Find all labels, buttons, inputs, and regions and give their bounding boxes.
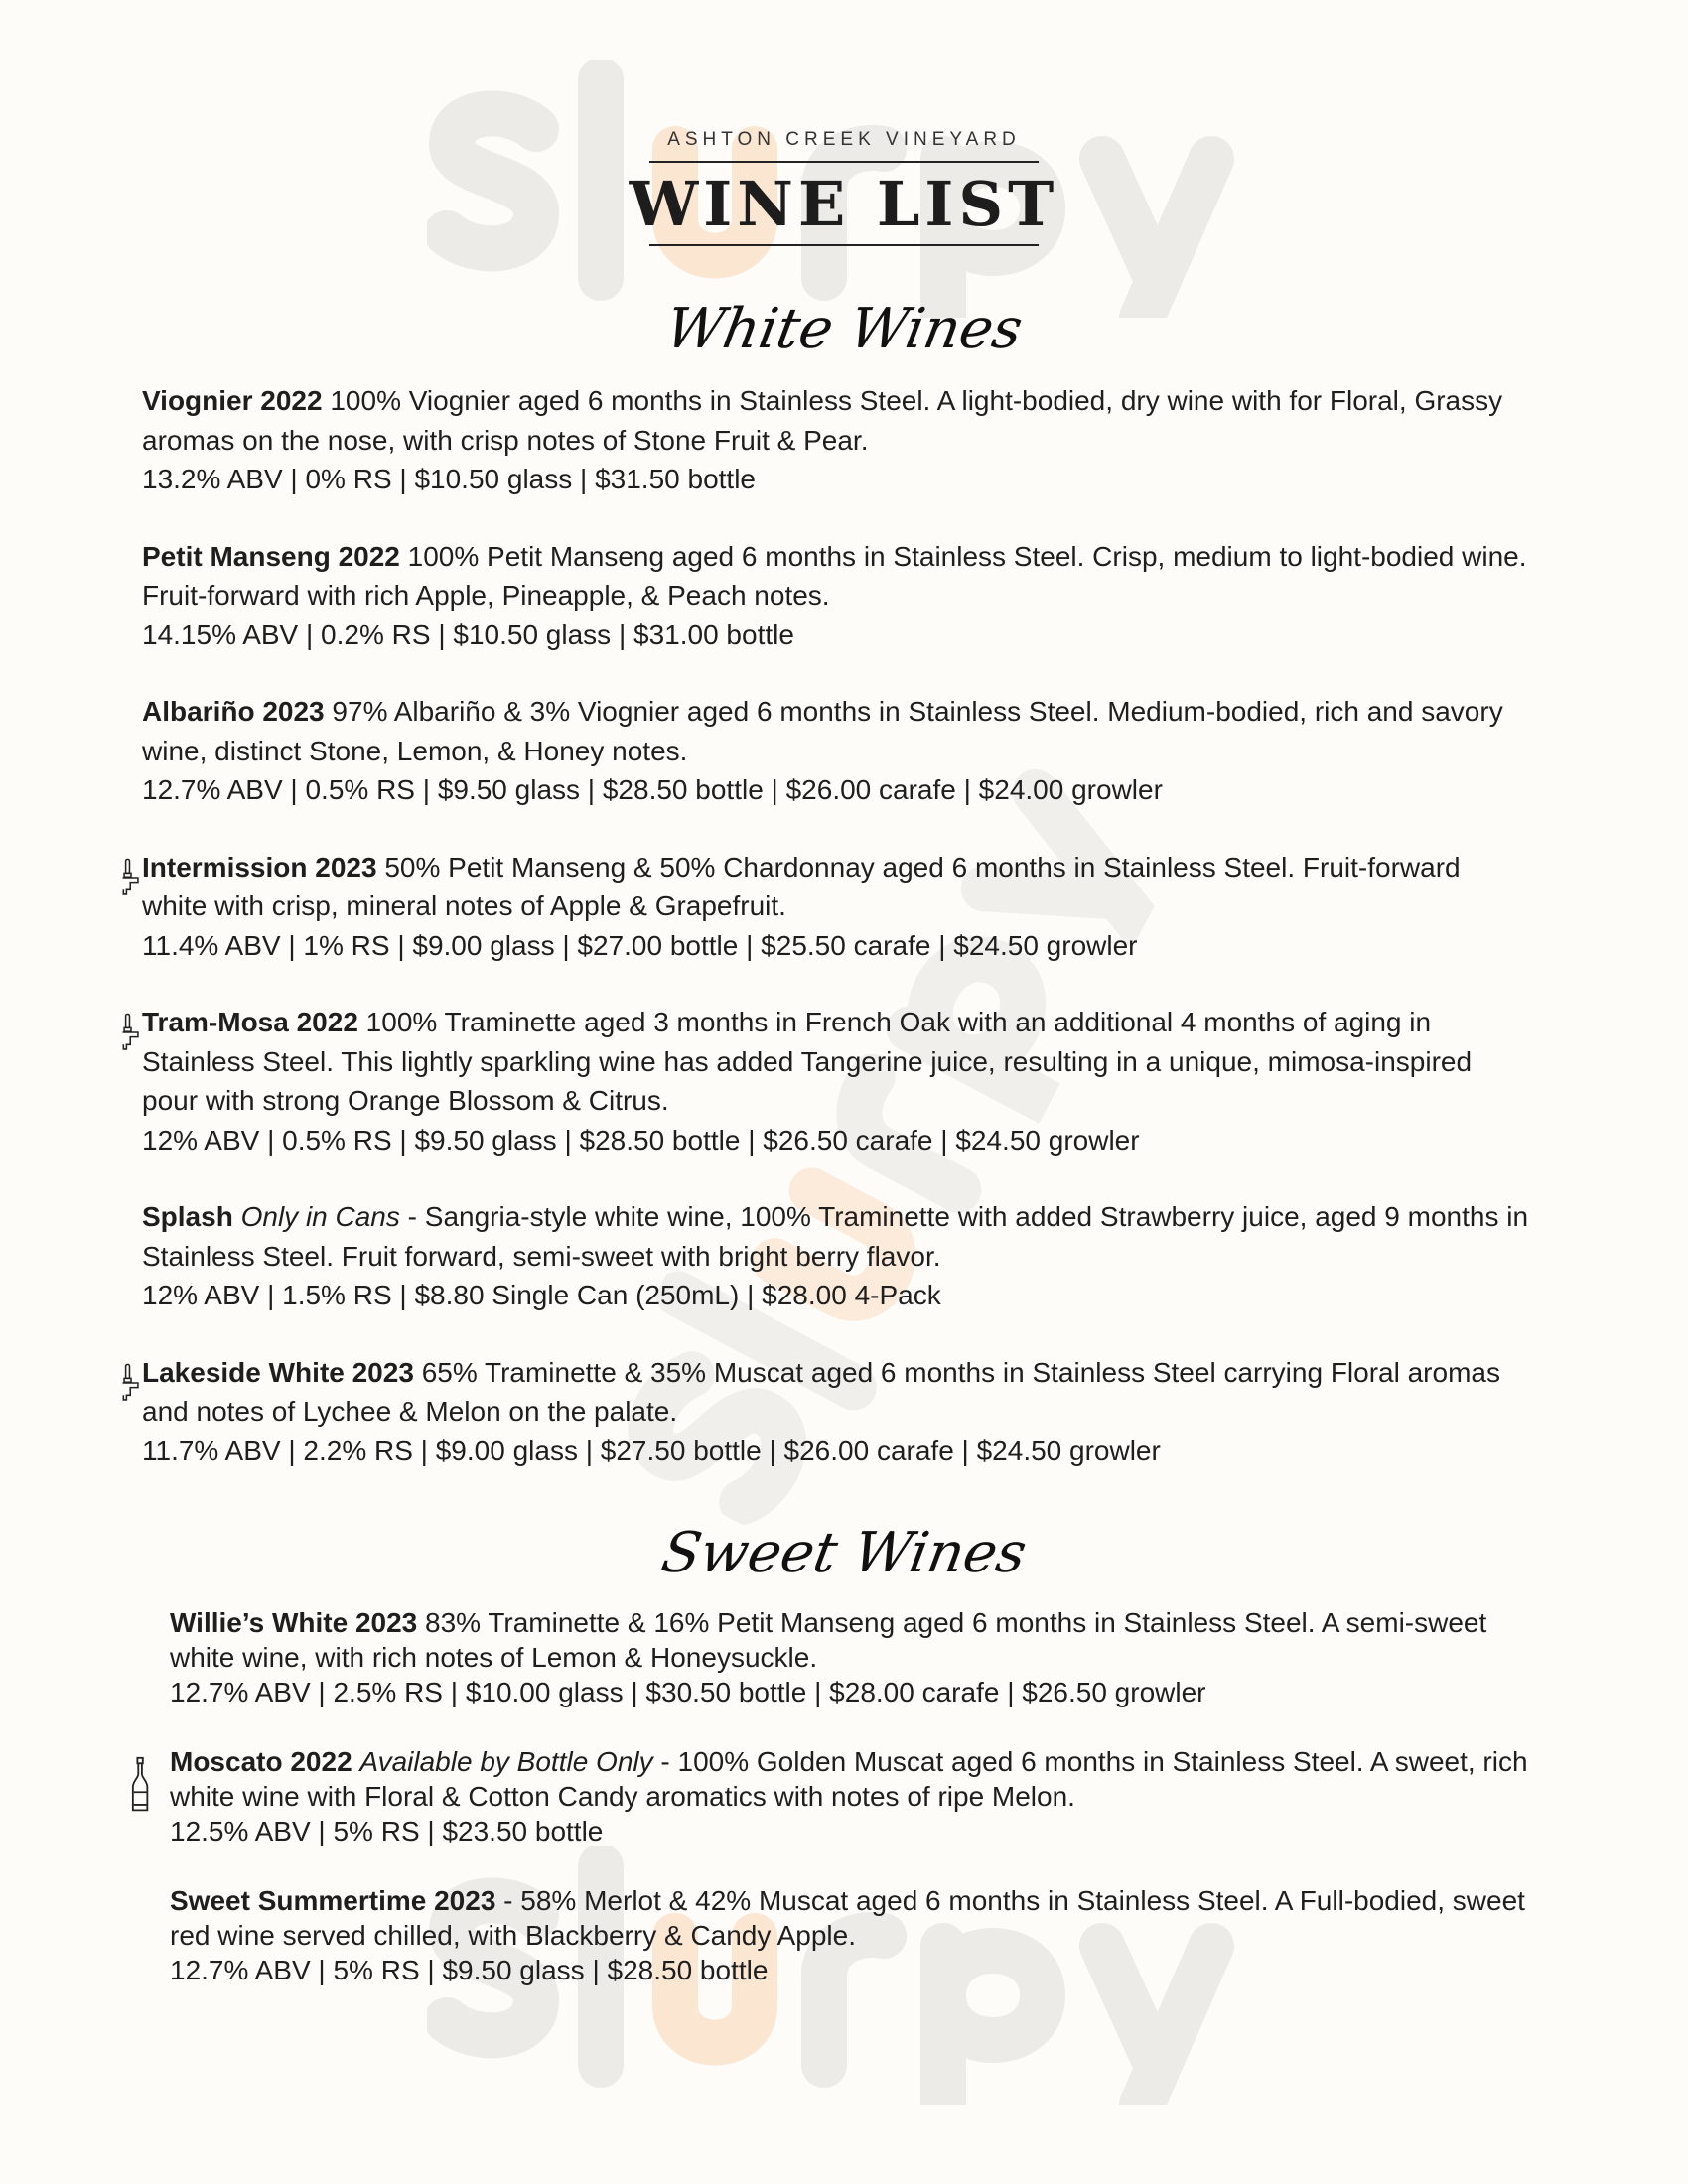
wine-entry [142,848,1532,966]
wine-name: Lakeside White 2023 [142,1356,414,1388]
wine-stats: 11.4% ABV | 1% RS | $9.00 glass | $27.00 bottle | $25.50 carafe | $24.50 growler [142,929,1138,961]
wine-stats: 12.7% ABV | 0.5% RS | $9.50 glass | $28.50 bottle | $26.00 carafe | $24.00 growler [142,774,1163,805]
wine-name: Albariño 2023 [142,696,325,727]
wine-description: 97% Albariño & 3% Viognier aged 6 months in Stainless Steel. Medium-bodied, rich and savory wine, distinct Stone, Lemon, & Honey notes. [142,696,1503,766]
section-title-white-wines: White Wines [660,297,1028,361]
wine-entry [142,381,1532,499]
wine-stats: 12.7% ABV | 5% RS | $9.50 glass | $28.50 bottle [170,1955,769,1985]
tap-icon [121,1011,141,1054]
wine-stats: 14.15% ABV | 0.2% RS | $10.50 glass | $31.00 bottle [142,618,794,650]
divider [649,244,1039,246]
wine-entry [142,1197,1532,1315]
wine-description: 83% Traminette & 16% Petit Manseng aged 6 months in Stainless Steel. A semi-sweet white wine, with rich notes of Lemon & Honeysuckle. [170,1607,1487,1673]
wine-description: 65% Traminette & 35% Muscat aged 6 months in Stainless Steel carrying Floral aromas and notes of Lychee & Melon on the palate. [142,1356,1500,1427]
wine-stats: 12% ABV | 1.5% RS | $8.80 Single Can (250mL) | $28.00 4-Pack [142,1280,941,1310]
tap-icon [121,856,141,899]
wine-name: Tram-Mosa 2022 [142,1007,358,1037]
wine-stats: 12.7% ABV | 2.5% RS | $10.00 glass | $30.50 bottle | $28.00 carafe | $26.50 growler [170,1677,1206,1707]
wine-name: Intermission 2023 [142,851,377,883]
tap-icon [121,1361,141,1405]
bottle-icon [131,1756,151,1814]
wine-description: - 58% Merlot & 42% Muscat aged 6 months in Stainless Steel. A Full-bodied, sweet red wine served chilled, with Blackberry & Candy Apple. [170,1885,1525,1951]
wine-name: Moscato 2022 [170,1746,352,1777]
section-title-sweet-wines: Sweet Wines [656,1521,1032,1585]
wine-description: - Sangria-style white wine, 100% Traminette with added Strawberry juice, aged 9 months in Stainless Steel. Fruit forward, semi-sweet with bright berry flavor. [142,1201,1529,1272]
sweet-wines-section [0,1514,1688,1987]
wine-entry [170,1605,1540,1709]
wine-name: Splash [142,1201,233,1232]
white-wines-section [0,290,1688,1470]
wine-stats: 12.5% ABV | 5% RS | $23.50 bottle [170,1816,604,1846]
wine-description: - 100% Golden Muscat aged 6 months in Stainless Steel. A sweet, rich white wine with Floral & Cotton Candy aromatics with notes of ripe Melon. [170,1746,1528,1812]
wine-note: Only in Cans [240,1201,400,1232]
wine-stats: 12% ABV | 0.5% RS | $9.50 glass | $28.50 bottle | $26.50 carafe | $24.50 growler [142,1124,1140,1156]
wine-entry [170,1883,1540,1987]
wine-description: 100% Traminette aged 3 months in French Oak with an additional 4 months of aging in Stainless Steel. This lightly sparkling wine has added Tangerine juice, resulting in a unique, mimosa-inspired pour with strong Orange Blossom & Citrus. [142,1007,1473,1116]
wine-entry [142,537,1532,655]
wine-entry [170,1744,1540,1848]
wine-stats: 13.2% ABV | 0% RS | $10.50 glass | $31.50 bottle [142,464,756,494]
wine-name: Viognier 2022 [142,385,323,416]
wine-name: Willie’s White 2023 [170,1607,418,1638]
wine-name: Petit Manseng 2022 [142,540,400,572]
wine-note: Available by Bottle Only [359,1746,653,1777]
wine-entry [142,692,1532,810]
wine-description: 100% Viognier aged 6 months in Stainless Steel. A light-bodied, dry wine with for Floral, Grassy aromas on the nose, with crisp notes of Stone Fruit & Pear. [142,385,1503,456]
page-title: WINE LIST [629,168,1059,240]
divider [649,161,1039,163]
wine-name: Sweet Summertime 2023 [170,1885,496,1916]
wine-entry [142,1353,1532,1471]
wine-entry [142,1003,1532,1160]
wine-stats: 11.7% ABV | 2.2% RS | $9.00 glass | $27.50 bottle | $26.00 carafe | $24.50 growler [142,1434,1161,1466]
wine-description: 100% Petit Manseng aged 6 months in Stainless Steel. Crisp, medium to light-bodied wine. Fruit-forward with rich Apple, Pineapple, & Peach notes. [142,540,1527,611]
menu-header [0,129,1688,246]
wine-description: 50% Petit Manseng & 50% Chardonnay aged 6 months in Stainless Steel. Fruit-forward white with crisp, mineral notes of Apple & Grapefruit. [142,851,1461,921]
vineyard-name: ASHTON CREEK VINEYARD [667,129,1021,150]
